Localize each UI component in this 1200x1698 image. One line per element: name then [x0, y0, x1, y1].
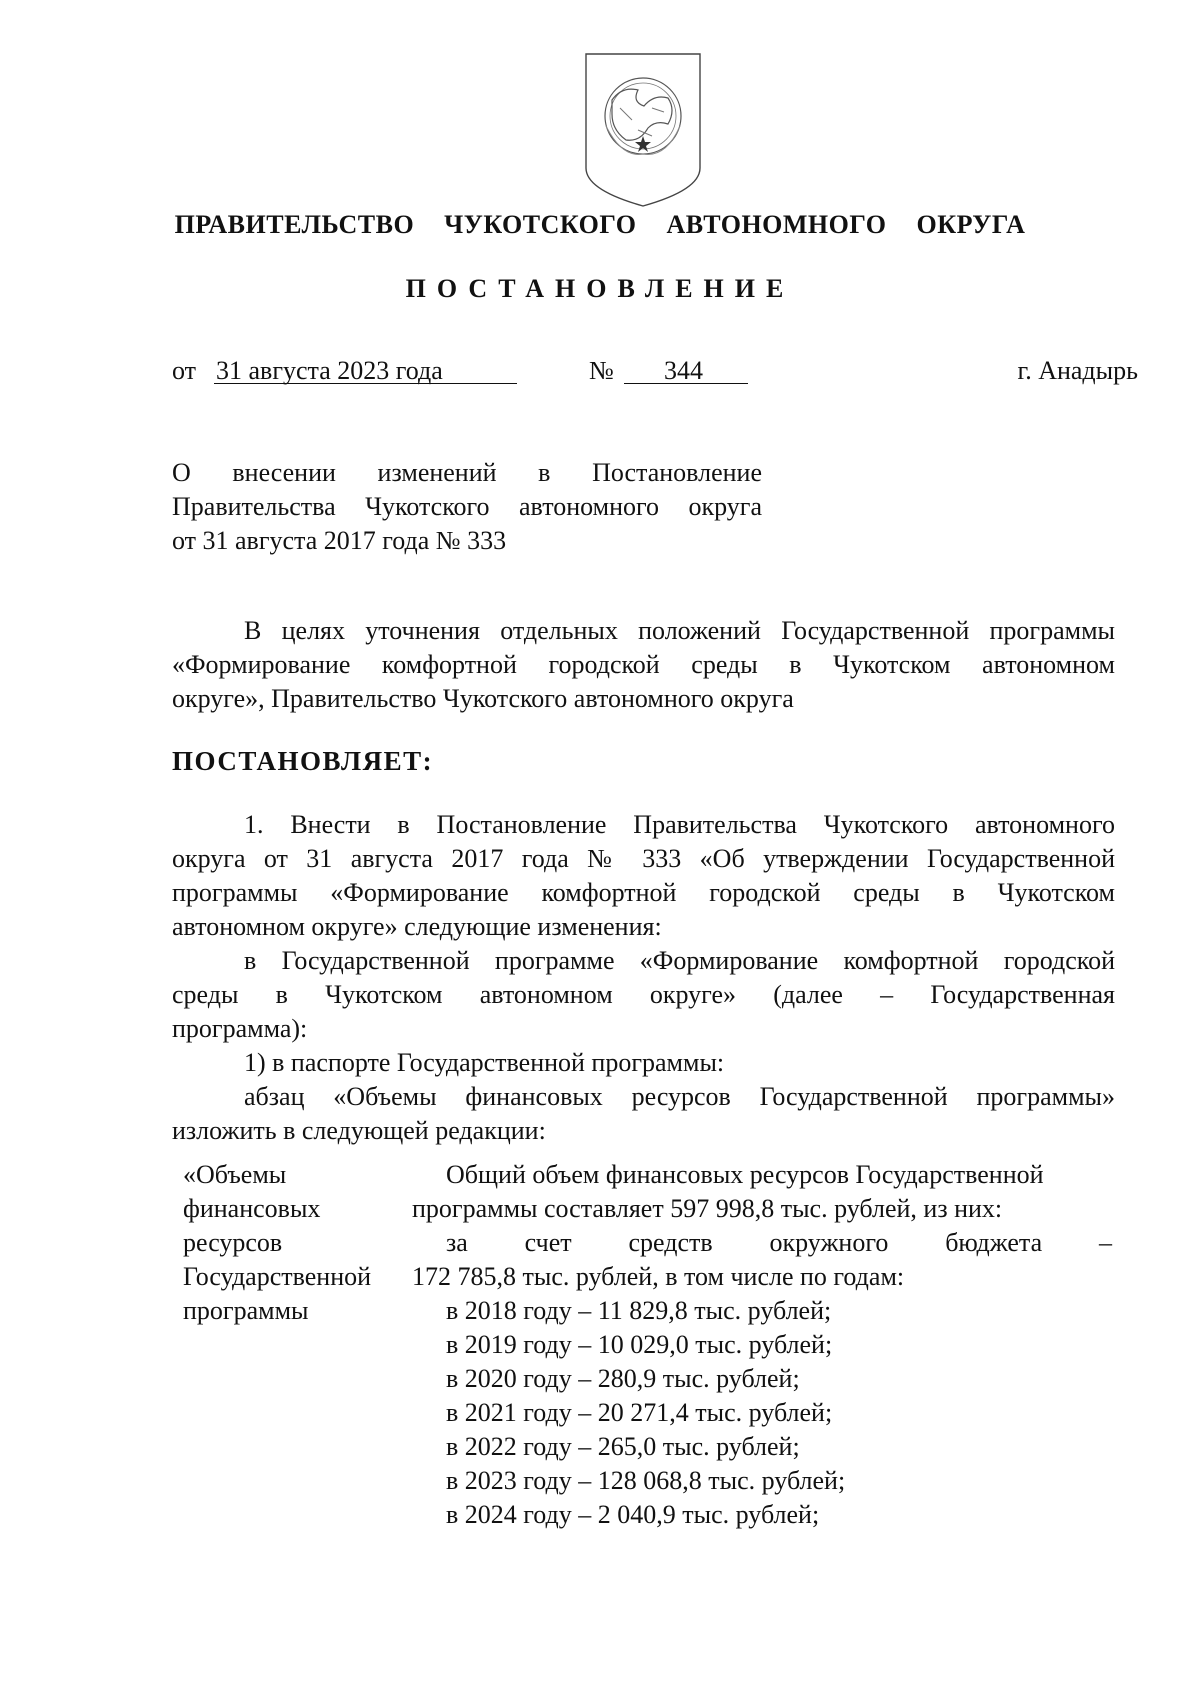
table-label-cell: «Объемы финансовых ресурсов Государственной программы: [183, 1160, 372, 1325]
document-subject: О внесении изменений в Постановление Правительства Чукотского автономного округа от 31 августа 2017 года № 333: [172, 458, 762, 555]
list-item: в 2022 году – 265,0 тыс. рублей;: [446, 1432, 800, 1461]
list-item: в 2023 году – 128 068,8 тыс. рублей;: [446, 1466, 846, 1495]
preamble: В целях уточнения отдельных положений Государственной программы «Формирование комфортной городской среды в Чукотском автономном округе», Правительство Чукотского автономного округа: [172, 616, 1115, 713]
list-item: в 2020 году – 280,9 тыс. рублей;: [446, 1364, 800, 1393]
document-number: 344: [664, 356, 703, 385]
list-item: в 2018 году – 11 829,8 тыс. рублей;: [446, 1296, 832, 1325]
list-item: в 2024 году – 2 040,9 тыс. рублей;: [446, 1500, 820, 1529]
document-date: 31 августа 2023 года: [216, 356, 443, 385]
item-1-line: 1. Внести в Постановление Правительства Чукотского автономного: [244, 810, 1115, 839]
date-prefix: от: [172, 356, 197, 385]
number-sign: №: [589, 356, 614, 385]
document-place: г. Анадырь: [1017, 356, 1138, 385]
government-title: ПРАВИТЕЛЬСТВО ЧУКОТСКОГО АВТОНОМНОГО ОКРУГА: [174, 210, 1026, 239]
table-value-cell: Общий объем финансовых ресурсов Государственной программы составляет 597 998,8 тыс. рублей, из них: за счет средств окружного бюджета – 172 785,8 тыс. рублей, в том числе по годам: в 2018 году – 11 829,8 тыс. рублей; в 2019 году – 10 029,0 тыс. рублей; в 2020 году – 280,9 тыс. рублей; в 2021 году – 20 271,4 тыс. рублей; в 2022 году – 265,0 тыс. рублей; в 2023 году – 128 068,8 тыс. рублей; в 2024 году – 2 040,9 тыс. рублей;: [412, 1158, 1112, 1532]
date-underline: [214, 383, 517, 384]
list-item: в 2019 году – 10 029,0 тыс. рублей;: [446, 1330, 833, 1359]
list-item: в 2021 году – 20 271,4 тыс. рублей;: [446, 1398, 833, 1427]
coat-of-arms-icon: [582, 50, 704, 210]
body-text: 1. Внести в Постановление Правительства Чукотского автономного округа от 31 августа 2017 года № 333 «Об утверждении Государственной программы «Формирование комфортной городской среды в Чукотском автономном округе» следующие изменения: в Государственной программе «Формирование комфортной городской среды в Чукотском автономном округе» (далее – Государственная программа): 1) в паспорте Государственной программы: абзац «Объемы финансовых ресурсов Государственной программы» изложить в следующей редакции:: [172, 810, 1115, 1145]
number-underline: [624, 383, 748, 384]
document-type-title: ПОСТАНОВЛЕНИЕ: [405, 274, 795, 303]
resolves-heading: ПОСТАНОВЛЯЕТ:: [172, 746, 434, 776]
